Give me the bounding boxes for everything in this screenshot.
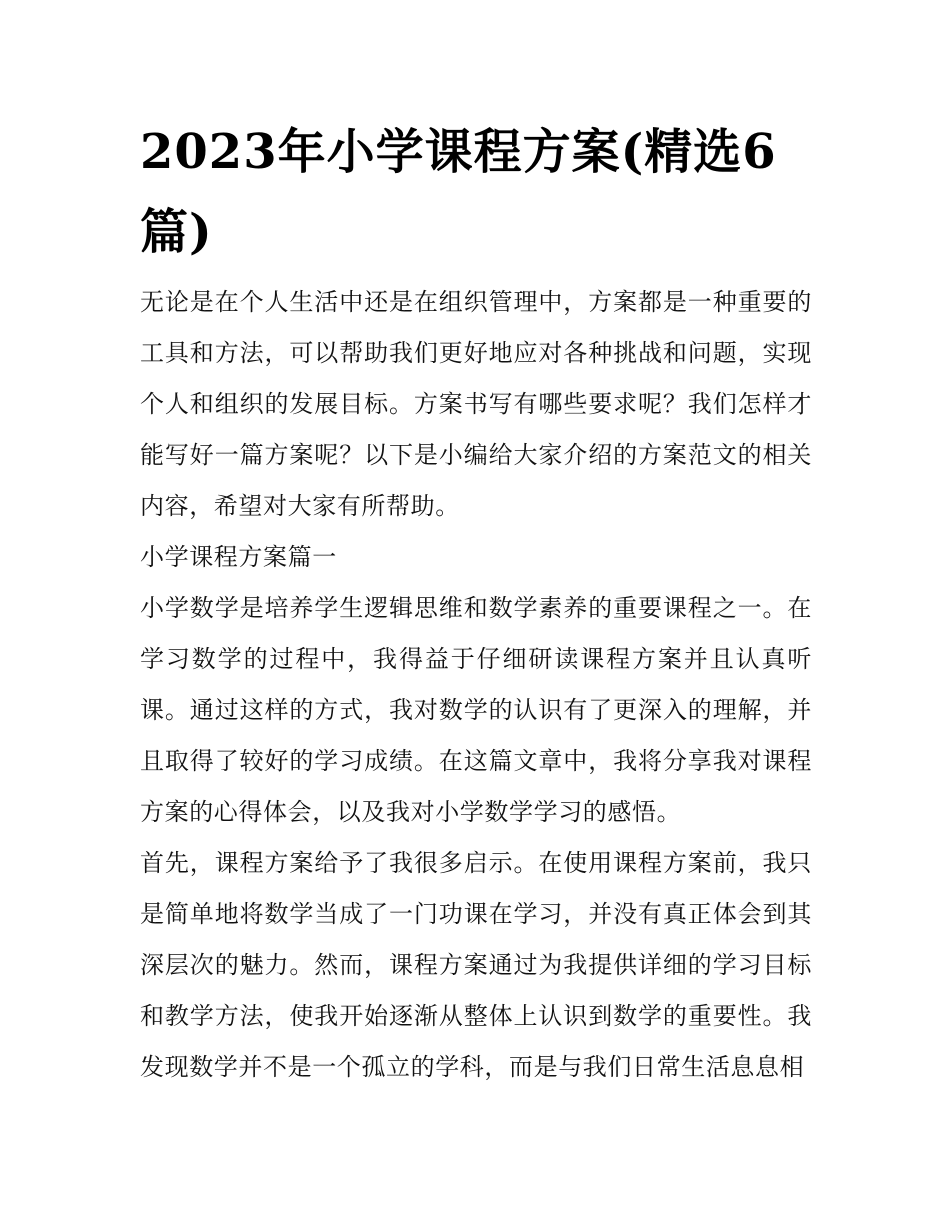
document-body: [140, 277, 812, 1093]
intro-paragraph: 无论是在个人生活中还是在组织管理中，方案都是一种重要的工具和方法，可以帮助我们更好地应对各种挑战和问题，实现个人和组织的发展目标。方案书写有哪些要求呢？我们怎样才能写好一篇方案呢？以下是小编给大家介绍的方案范文的相关内容，希望对大家有所帮助。: [140, 288, 812, 520]
body-paragraph: 小学数学是培养学生逻辑思维和数学素养的重要课程之一。在学习数学的过程中，我得益于仔细研读课程方案并且认真听课。通过这样的方式，我对数学的认识有了更深入的理解，并且取得了较好的学习成绩。在这篇文章中，我将分享我对课程方案的心得体会，以及我对小学数学学习的感悟。: [140, 594, 812, 826]
body-paragraph: 首先，课程方案给予了我很多启示。在使用课程方案前，我只是简单地将数学当成了一门功课在学习，并没有真正体会到其深层次的魅力。然而，课程方案通过为我提供详细的学习目标和教学方法，使我开始逐渐从整体上认识到数学的重要性。我发现数学并不是一个孤立的学科，而是与我们日常生活息息相: [140, 849, 812, 1081]
section-heading: 小学课程方案篇一: [140, 543, 337, 571]
document-title: 2023年小学课程方案(精选6篇): [140, 124, 777, 260]
